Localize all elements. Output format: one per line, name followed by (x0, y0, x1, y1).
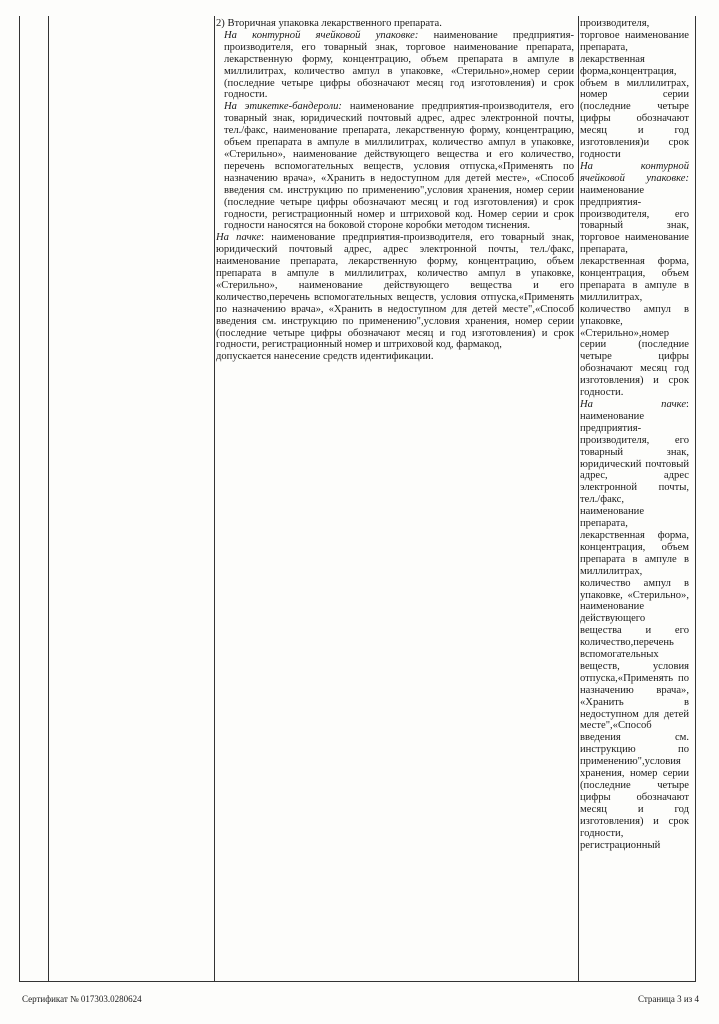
column-divider-1 (48, 16, 49, 981)
column-divider-2 (214, 16, 215, 981)
side-blister-label: На контурной ячейковой упаковке: (580, 160, 689, 184)
pack-label: На пачке (216, 232, 262, 244)
section-heading: 2) Вторичная упаковка лекарственного препарата. (216, 18, 442, 29)
blister-label: На контурной ячейковой упаковке: (224, 29, 419, 41)
certificate-number: Сертификат № 017303.0280624 (22, 994, 142, 1004)
side-pack-text: : наименование предприятия-производителя, его товарный знак, юридический почтовый адрес, адрес электронной почты, тел./факс, наименование препарата, лекарственная форма, концентрация, объем препарата в ампуле в миллилитрах, количество ампул в упаковке, «Стерильно», наименование действующего вещества и его количество,перечень вспомогательных веществ, условия отпуска,«Применять по назначению врача», «Хранить в недоступном для детей месте",«Способ введения см. инструкцию по применению",условия хранения, номер серии (последние четыре цифры обозначают месяц и год изготовления) и срок годности, регистрационный (580, 399, 689, 851)
identification-note: допускается нанесение средств идентификации. (216, 351, 434, 363)
column-divider-3 (578, 16, 579, 981)
side-blister-text: наименование предприятия-производителя, его товарный знак, торговое наименование препарата, лекарственная форма, концентрация, объем препарата в ампуле в миллилитрах, количество ампул в упаковке, «Стерильно»,номер серии (последние четыре цифры обозначают месяц год изготовления) и срок годности. (580, 184, 689, 399)
banderol-text: наименование предприятия-производителя, его товарный знак, юридический почтовый адрес, адрес электронной почты, тел./факс, наименование препарата, лекарственную форму, концентрацию, объем препарата в ампуле в миллилитрах, количество ампул в упаковке, «Стерильно», наименование действующего вещества и его количество, перечень вспомогательных веществ, условия отпуска,«Применять по назначению врача», «Хранить в недоступном для детей месте», «Способ введения см. инструкцию по применению",условия хранения, номер серии (последние четыре цифры обозначают месяц и год изготовления) и срок годности, регистрационный номер и штриховой код. Номер серии и срок годности наносятся на боковой стороне коробки методом тиснения. (224, 101, 574, 232)
side-blister-paragraph (580, 161, 689, 399)
blister-paragraph (216, 30, 574, 101)
pack-text: : наименование предприятия-производителя, его товарный знак, юридический почтовый адрес, адрес электронной почты, тел./факс, наименование препарата, лекарственную форму, концентрацию, объем препарата в ампуле в миллилитрах, количество ампул в упаковке, «Стерильно», наименование действующего вещества и его количество,перечень вспомогательных веществ, условия отпуска,«Применять по назначению врача», «Хранить в недоступном для детей месте",«Способ введения см. инструкцию по применению",условия хранения, номер серии (последние четыре цифры обозначают месяц и год изготовления) и срок годности, регистрационный номер и штриховой код, фармакод, (216, 232, 574, 351)
content-table (19, 16, 696, 982)
side-pack-label: На пачке (580, 399, 687, 410)
banderol-label: На этикетке-бандероли: (224, 101, 342, 113)
blister-text: наименование предприятия-производителя, его товарный знак, торговое наименование препарата, лекарственную форму, концентрацию, объем препарата в ампуле в миллилитрах, количество ампул в упаковке, «Стерильно»,номер серии (последние четыре цифры обозначают месяц год изготовления) и срок годности. (224, 29, 574, 101)
side-paragraph-1: производителя, торговое наименование препарата, лекарственная форма,концентрация, объем в миллилитрах, номер серии (последние четыре цифры обозначают месяц и год изготовления)и срок годности (580, 18, 689, 160)
side-text-cell (580, 18, 689, 851)
main-text-cell (216, 18, 574, 363)
banderol-paragraph (216, 101, 574, 232)
side-pack-paragraph (580, 399, 689, 851)
pack-paragraph (216, 232, 574, 351)
page-number: Страница 3 из 4 (638, 994, 699, 1004)
